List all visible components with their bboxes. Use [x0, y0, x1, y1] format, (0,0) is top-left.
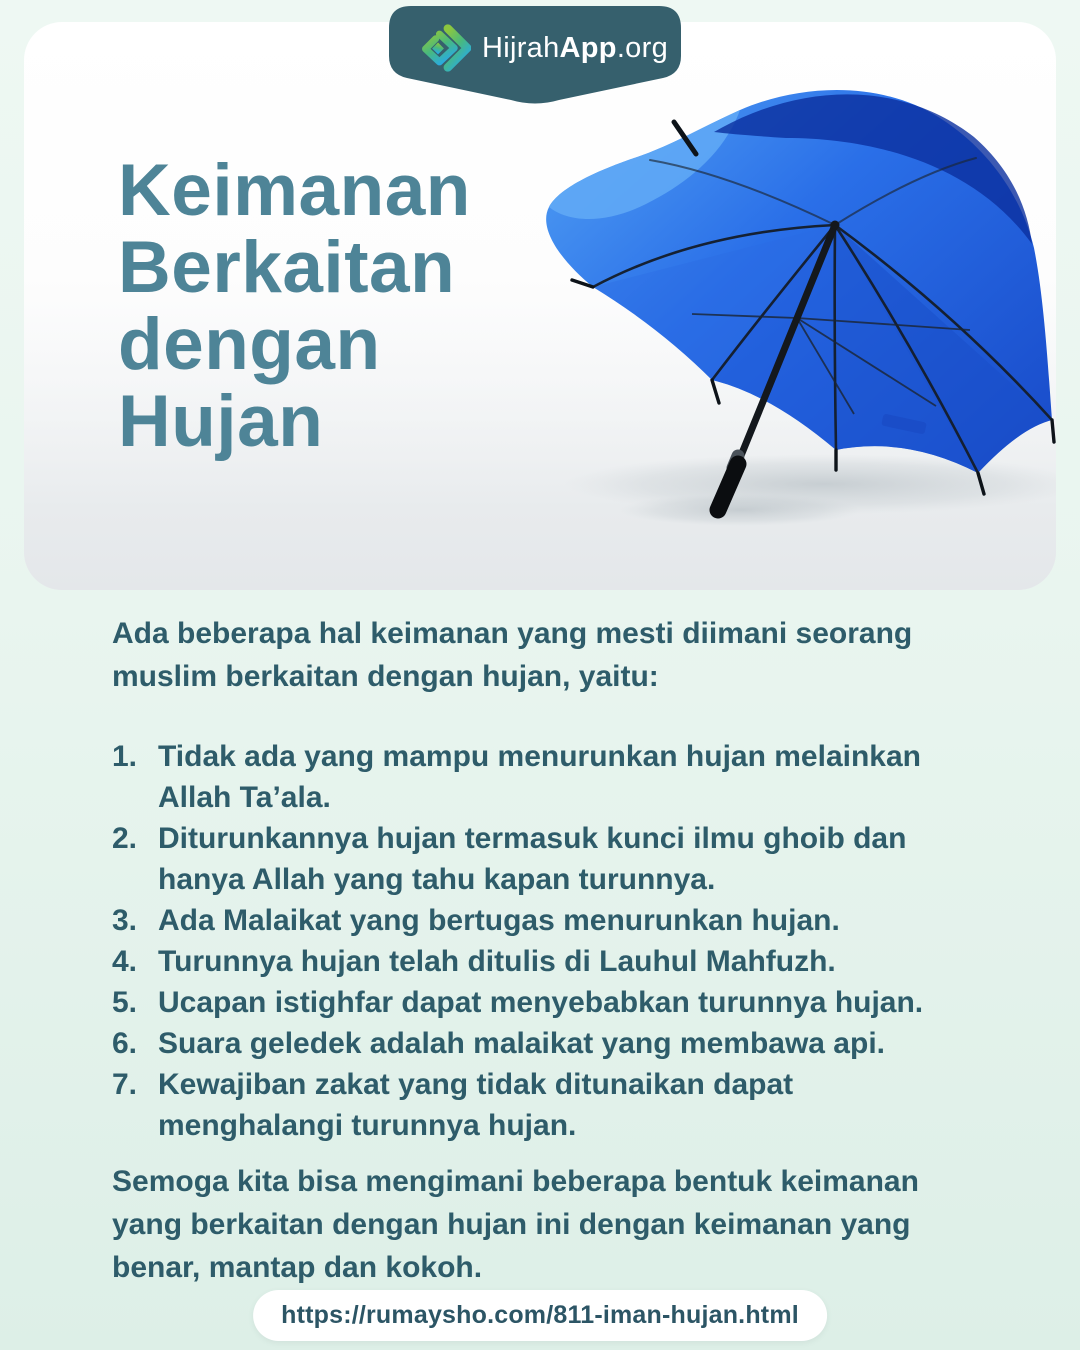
list-item-number: 1. — [112, 740, 138, 773]
list-item-text: Ucapan istighfar dapat menyebabkan turunnya hujan. — [158, 986, 924, 1019]
source-url-pill[interactable] — [253, 1290, 827, 1341]
list-item — [112, 941, 968, 982]
list-item-text: Turunnya hujan telah ditulis di Lauhul Mahfuzh. — [158, 945, 836, 978]
intro-paragraph: Ada beberapa hal keimanan yang mesti diimani seorang muslim berkaitan dengan hujan, yaitu: — [112, 617, 913, 693]
list-item-text: Suara geledek adalah malaikat yang membawa api. — [158, 1027, 885, 1060]
faith-list — [112, 736, 968, 1146]
page-title — [118, 152, 471, 460]
list-item-number: 6. — [112, 1027, 138, 1060]
brand-name — [482, 32, 668, 65]
brand-name-app: App — [559, 31, 617, 64]
title-line: dengan — [118, 304, 381, 385]
brand-name-prefix: Hijrah — [482, 31, 560, 64]
brand-name-suffix: .org — [616, 31, 668, 64]
list-item — [112, 736, 968, 818]
brand-badge — [389, 6, 681, 110]
list-item-text: Diturunkannya hujan termasuk kunci ilmu ghoib dan hanya Allah yang tahu kapan turunnya. — [158, 822, 907, 896]
closing-paragraph: Semoga kita bisa mengimani beberapa bentuk keimanan yang berkaitan dengan hujan ini dengan keimanan yang benar, mantap dan kokoh. — [112, 1165, 919, 1284]
list-item — [112, 900, 968, 941]
list-item — [112, 1064, 968, 1146]
list-item-number: 7. — [112, 1068, 138, 1101]
title-line: Hujan — [118, 381, 324, 462]
list-item-text: Ada Malaikat yang bertugas menurunkan hujan. — [158, 904, 840, 937]
list-item-number: 5. — [112, 986, 138, 1019]
list-item-number: 3. — [112, 904, 138, 937]
list-item-text: Kewajiban zakat yang tidak ditunaikan dapat menghalangi turunnya hujan. — [158, 1068, 794, 1142]
list-item-number: 4. — [112, 945, 138, 978]
umbrella-hub — [831, 221, 840, 230]
list-item-text: Tidak ada yang mampu menurunkan hujan melainkan Allah Ta’ala. — [158, 740, 921, 814]
title-line: Berkaitan — [118, 227, 456, 308]
hijrahapp-logo-icon — [419, 22, 471, 74]
list-item — [112, 818, 968, 900]
source-url-text: https://rumaysho.com/811-iman-hujan.html — [281, 1301, 799, 1329]
title-line: Keimanan — [118, 150, 471, 231]
list-item — [112, 982, 968, 1023]
list-item — [112, 1023, 968, 1064]
list-item-number: 2. — [112, 822, 138, 855]
